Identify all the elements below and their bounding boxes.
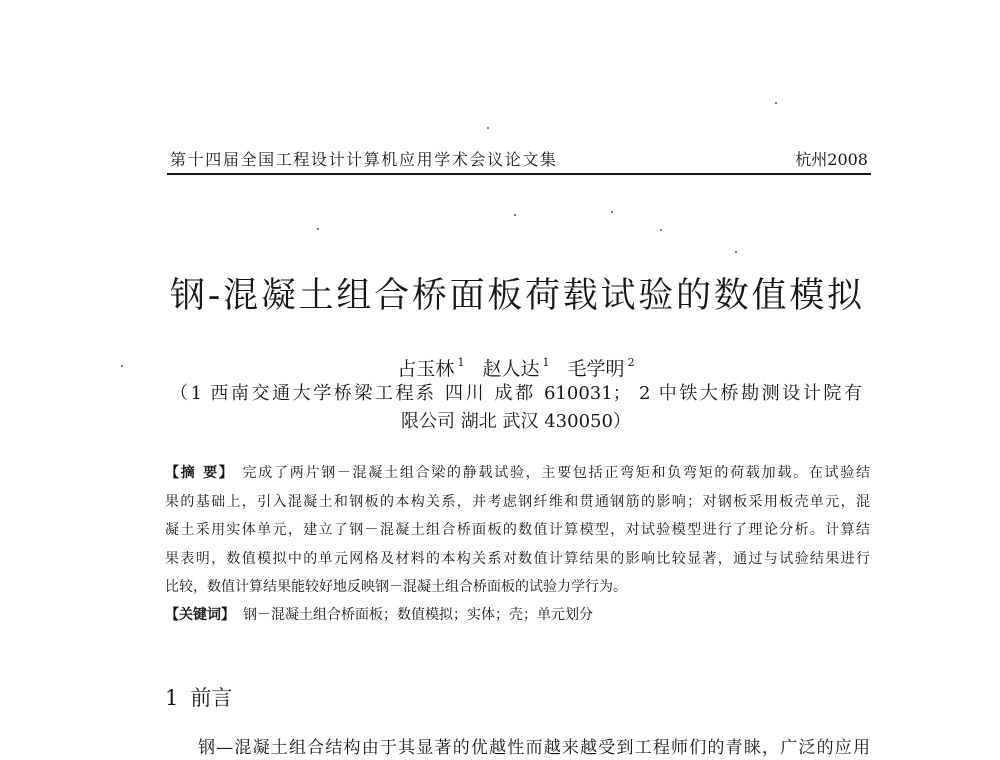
keywords-label: 【关键词】 — [165, 607, 235, 623]
abstract-line: 凝土采用实体单元，建立了钢－混凝土组合桥面板的数值计算模型，对试验模型进行了理论分析。计算结 — [165, 522, 870, 538]
author-name: 毛学明 — [567, 358, 625, 378]
abstract-label: 【摘 要】 — [165, 465, 235, 481]
author-name: 赵人达 — [482, 358, 540, 378]
section-number: 1 — [165, 686, 179, 710]
scan-speck — [487, 127, 489, 129]
abstract-text: 完成了两片钢－混凝土组合梁的静载试验，主要包括正弯矩和负弯矩的荷载加载。在试验结 — [242, 465, 870, 481]
scan-speck — [775, 102, 777, 104]
scan-speck — [735, 251, 737, 253]
author-affiliation-mark: 1 — [457, 356, 465, 369]
running-header-location-year: 杭州2008 — [795, 150, 868, 169]
author-name: 占玉林 — [397, 358, 455, 378]
author — [397, 348, 464, 378]
scan-speck — [121, 365, 123, 367]
keywords-text: 钢－混凝土组合桥面板；数值模拟；实体；壳；单元划分 — [243, 607, 593, 623]
affiliation-line: 限公司 湖北 武汉 430050） — [401, 411, 631, 432]
keywords-line — [165, 603, 870, 627]
paper-title: 钢-混凝土组合桥面板荷载试验的数值模拟 — [170, 276, 862, 316]
author-affiliation-mark: 2 — [627, 356, 635, 369]
author — [568, 348, 635, 378]
abstract-line: 果的基础上，引入混凝土和钢板的本构关系，并考虑钢纤维和贯通钢筋的影响；对钢板采用板壳单元，混 — [165, 494, 870, 510]
scan-speck — [514, 214, 516, 216]
section-title: 前言 — [190, 686, 233, 710]
author-affiliation-mark: 1 — [542, 356, 550, 369]
author-list — [300, 348, 732, 378]
scan-speck — [660, 229, 662, 231]
author — [482, 348, 549, 378]
running-header-proceedings: 第十四届全国工程设计计算机应用学术会议论文集 — [170, 150, 556, 169]
affiliation-line: （1 西南交通大学桥梁工程系 四川 成都 610031； 2 中铁大桥勘测设计院有 — [170, 383, 862, 404]
scan-speck — [611, 211, 613, 213]
body-paragraph-line: 钢—混凝土组合结构由于其显著的优越性而越来越受到工程师们的青睐，广泛的应用 — [198, 738, 870, 758]
abstract-line: 比较，数值计算结果能较好地反映钢－混凝土组合桥面板的试验力学行为。 — [165, 579, 627, 595]
scan-speck — [317, 228, 319, 230]
abstract-line — [165, 461, 870, 485]
abstract-line: 果表明，数值模拟中的单元网格及材料的本构关系对数值计算结果的影响比较显著，通过与试验结果进行 — [165, 551, 870, 567]
section-heading — [165, 682, 365, 714]
header-rule — [167, 173, 871, 175]
